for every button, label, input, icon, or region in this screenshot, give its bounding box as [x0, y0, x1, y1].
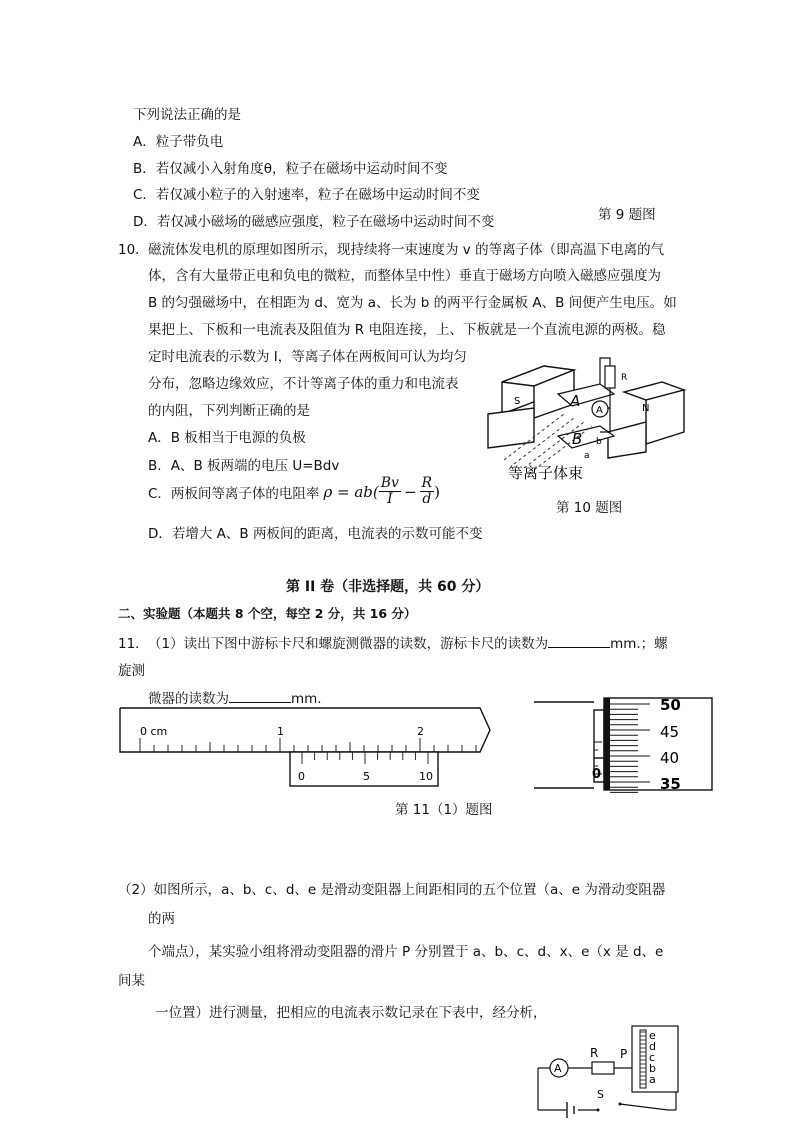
rheostat-letter-e: e [649, 1029, 656, 1042]
spiral-micrometer [532, 692, 718, 796]
resistor-r-circuit [592, 1062, 614, 1074]
q10-number: 10． [118, 242, 149, 258]
label-ammeter: A [596, 405, 603, 416]
q10-option-c [148, 476, 440, 507]
micrometer-answer-blank[interactable] [229, 690, 291, 703]
caliper-label-1: 1 [277, 725, 284, 738]
rheostat-letter-b: b [649, 1062, 656, 1075]
q9-option-a: A．粒子带负电 [133, 134, 224, 150]
q9-prompt: 下列说法正确的是 [133, 107, 241, 123]
vernier-caliper [118, 706, 494, 788]
battery-icon [567, 1102, 574, 1118]
rheostat-letter-c: c [649, 1051, 656, 1064]
q10-line-5: 定时电流表的示数为 I，等离子体在两板间可认为均匀 [148, 349, 467, 365]
label-plate-a: A [570, 392, 581, 410]
q10-formula-frac2-num: R [421, 475, 433, 491]
thimble-label-45: 45 [660, 723, 680, 741]
q11-part2-line5: 一位置）进行测量，把相应的电流表示数记录在下表中，经分析， [155, 1005, 547, 1021]
q10-figure-caption: 第 10 题图 [556, 500, 623, 516]
label-plasma-beam: 等离子体束 [508, 464, 584, 482]
circuit-label-r: R [590, 1046, 599, 1060]
q11-part2-line1: （2）如图所示，a、b、c、d、e 是滑动变阻器上间距相同的五个位置（a、e 为滑动变阻器 [118, 882, 666, 898]
micrometer-thimble [604, 698, 712, 790]
q11-part1-text-a: （1）读出下图中游标卡尺和螺旋测微器的读数，游标卡尺的读数为 [148, 636, 549, 652]
q11-part1-line3-b: mm. [291, 691, 322, 707]
q11-part1-line3-a: 微器的读数为 [148, 691, 229, 707]
vernier-label-10: 10 [419, 770, 433, 783]
q10-formula-frac1 [379, 476, 401, 507]
q10-option-b: B．A、B 板两端的电压 U=Bdv [148, 458, 340, 474]
q10-line-2: 体，含有大量带正电和负电的微粒，而整体呈中性）垂直于磁场方向喷入磁感应强度为 [148, 268, 661, 284]
rheostat-circuit [536, 1024, 684, 1118]
vernier-label-0: 0 [298, 770, 305, 783]
label-b: b [596, 437, 602, 447]
q10-option-c-prefix: C．两板间等离子体的电阻率 [148, 485, 320, 502]
rheostat-coil [640, 1030, 646, 1088]
label-a: a [584, 451, 590, 461]
q9-option-b: B．若仅减小入射角度θ，粒子在磁场中运动时间不变 [133, 161, 448, 177]
q11-part1-text-b: mm.；螺 [610, 636, 668, 652]
label-r: R [621, 373, 628, 383]
rheostat-letter-a: a [649, 1073, 656, 1086]
q10-formula-minus: − [403, 482, 417, 501]
q10-formula-close: ) [434, 482, 440, 501]
q10-line-7: 的内阻，下列判断正确的是 [148, 403, 310, 419]
circuit-label-p: P [620, 1047, 628, 1061]
thimble-label-50: 50 [660, 696, 681, 714]
q10-line-6: 分布，忽略边缘效应，不计等离子体的重力和电流表 [148, 376, 459, 392]
q10-formula-frac2-den: d [422, 491, 432, 507]
q11-part1-line1 [148, 632, 668, 652]
q10-formula-frac1-num: Bv [380, 475, 399, 491]
thimble-label-35: 35 [660, 775, 681, 793]
n-pole-magnet [608, 382, 684, 458]
q11-figure-caption: 第 11（1）题图 [395, 802, 493, 818]
q11-part1-line2: 旋测 [118, 663, 145, 679]
label-s: S [514, 396, 521, 407]
rheostat-letter-d: d [649, 1040, 656, 1053]
micrometer-thimble-ticks [610, 704, 650, 792]
q10-line-1: 磁流体发电机的原理如图所示，现持续将一束速度为 v 的等离子体（即高温下电离的气 [148, 242, 665, 258]
q10-formula-frac1-den: I [387, 491, 393, 507]
q10-formula-frac2 [420, 476, 435, 507]
caliper-main-scale [120, 708, 490, 752]
q10-option-d: D．若增大 A、B 两板间的距离，电流表的示数可能不变 [148, 526, 483, 542]
micrometer-thimble-edge [604, 698, 610, 790]
section2-subtitle: 二、实验题（本题共 8 个空，每空 2 分，共 16 分） [118, 606, 417, 621]
circuit-label-a: A [554, 1062, 562, 1075]
switch-contact-2 [619, 1103, 622, 1106]
resistor-r [605, 366, 615, 388]
q10-option-a: A．B 板相当于电源的负极 [148, 430, 306, 446]
circuit-label-s: S [597, 1088, 604, 1101]
caliper-label-0cm: 0 cm [140, 725, 168, 738]
q10-formula-lead: ρ = ab( [323, 482, 379, 501]
caliper-answer-blank[interactable] [548, 635, 610, 648]
q9-figure-caption: 第 9 题图 [598, 207, 656, 223]
caliper-label-2: 2 [417, 725, 424, 738]
label-n: N [642, 403, 650, 414]
label-plate-b: B [572, 430, 583, 448]
q11-part2-line3: 个端点），某实验小组将滑动变阻器的滑片 P 分别置于 a、b、c、d、x、e（x 是 d、e [148, 944, 664, 960]
thimble-label-40: 40 [660, 749, 680, 767]
q10-line-4: 果把上、下板和一电流表及阻值为 R 电阻连接，上、下板就是一个直流电源的两极。稳 [148, 322, 666, 338]
q11-part2-line4: 间某 [118, 973, 145, 989]
switch-contact-1 [597, 1109, 600, 1112]
plate-b [558, 426, 614, 448]
q11-number: 11． [118, 636, 149, 652]
q11-part1-line3 [148, 687, 322, 707]
q10-figure [484, 352, 690, 484]
section2-title: 第 II 卷（非选择题，共 60 分） [286, 579, 490, 595]
q9-option-c: C．若仅减小粒子的入射速率，粒子在磁场中运动时间不变 [133, 187, 480, 203]
q9-option-d: D．若仅减小磁场的磁感应强度，粒子在磁场中运动时间不变 [133, 214, 495, 230]
q11-part2-line2: 的两 [148, 911, 175, 927]
micrometer-sleeve-label-0: 0 [592, 767, 602, 782]
vernier-label-5: 5 [363, 770, 370, 783]
q10-line-3: B 的匀强磁场中，在相距为 d、宽为 a、长为 b 的两平行金属板 A、B 间便产生电压。如 [148, 295, 677, 311]
